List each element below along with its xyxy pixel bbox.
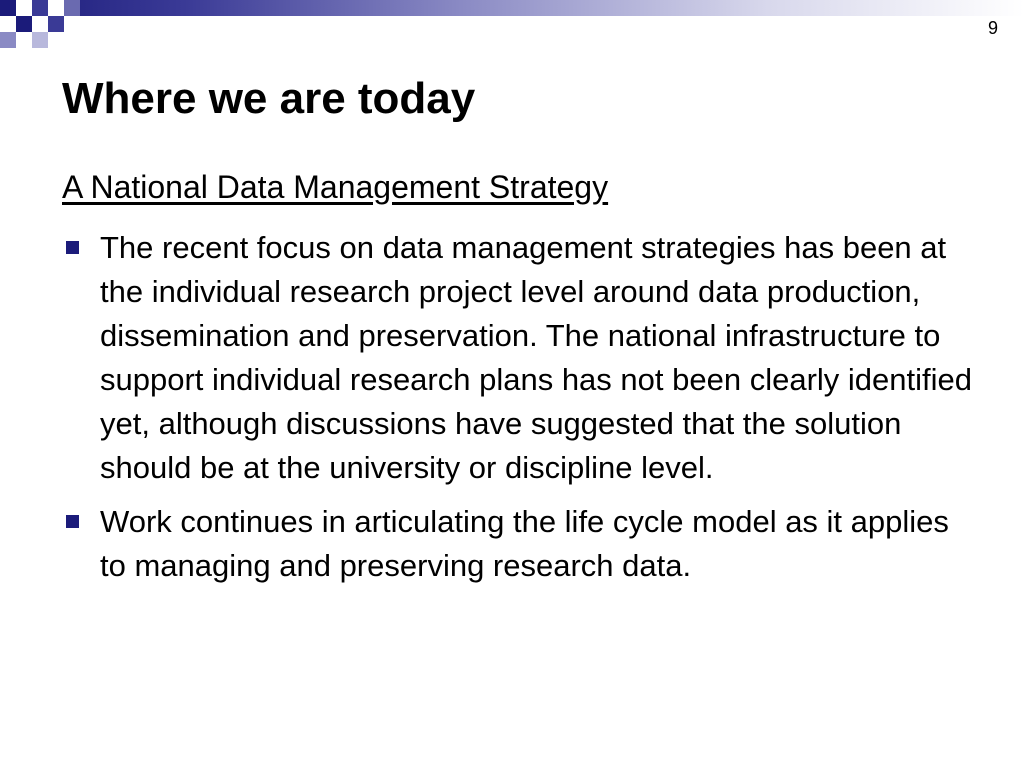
checker-logo-icon xyxy=(0,0,80,48)
bullet-text: The recent focus on data management strategies has been at the individual research project level around data production, dissemination and preservation. The national infrastructure to support individual research plans has not been clearly identified yet, although discussions have suggested that the solution should be at the university or discipline level. xyxy=(100,230,972,485)
bullet-item xyxy=(62,500,982,588)
bullet-item xyxy=(62,226,982,490)
slide-title: Where we are today xyxy=(62,74,476,123)
square-bullet-icon xyxy=(66,241,79,254)
bullet-list xyxy=(62,226,982,598)
square-bullet-icon xyxy=(66,515,79,528)
slide-subtitle: A National Data Management Strategy xyxy=(62,169,609,205)
slide-number: 9 xyxy=(987,18,998,38)
header-gradient-bar xyxy=(0,0,1024,16)
bullet-text: Work continues in articulating the life cycle model as it applies to managing and preserving research data. xyxy=(100,504,949,583)
